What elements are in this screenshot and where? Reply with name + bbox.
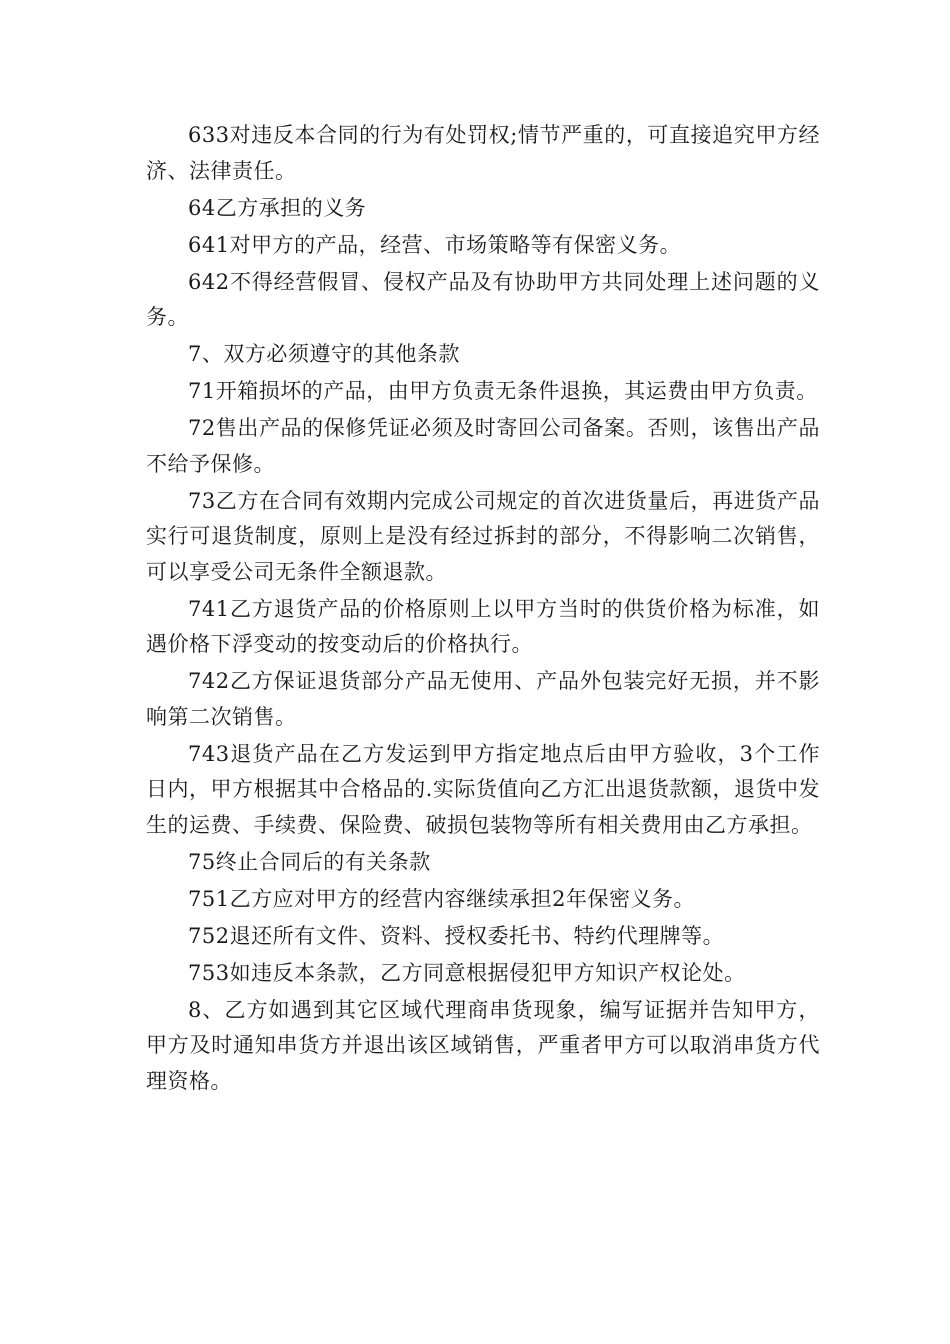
paragraph-751: 751乙方应对甲方的经营内容继续承担2年保密义务。 xyxy=(188,886,695,911)
paragraph-64-heading: 64乙方承担的义务 xyxy=(188,195,367,220)
paragraph-72: 72售出产品的保修凭证必须及时寄回公司备案。否则，该售出产品不给予保修。 xyxy=(146,416,820,476)
paragraph-73: 73乙方在合同有效期内完成公司规定的首次进货量后，再进货产品实行可退货制度，原则上是没有经过拆封的部分，不得影响二次销售，可以享受公司无条件全额退款。 xyxy=(146,488,820,584)
paragraph-752: 752退还所有文件、资料、授权委托书、特约代理牌等。 xyxy=(188,923,725,948)
paragraph-633: 633对违反本合同的行为有处罚权;情节严重的，可直接追究甲方经济、法律责任。 xyxy=(146,123,820,183)
paragraph-642: 642不得经营假冒、侵权产品及有协助甲方共同处理上述问题的义务。 xyxy=(146,269,820,329)
paragraph-742: 742乙方保证退货部分产品无使用、产品外包装完好无损，并不影响第二次销售。 xyxy=(146,669,820,729)
paragraph-7-heading: 7、双方必须遵守的其他条款 xyxy=(188,342,460,366)
paragraph-641: 641对甲方的产品，经营、市场策略等有保密义务。 xyxy=(188,232,682,257)
paragraph-741: 741乙方退货产品的价格原则上以甲方当时的供货价格为标准，如遇价格下浮变动的按变动后的价格执行。 xyxy=(146,596,820,656)
document-body xyxy=(146,118,820,1101)
paragraph-753: 753如违反本条款，乙方同意根据侵犯甲方知识产权论处。 xyxy=(188,960,746,985)
paragraph-75-heading: 75终止合同后的有关条款 xyxy=(188,849,431,874)
paragraph-8: 8、乙方如遇到其它区域代理商串货现象，编写证据并告知甲方，甲方及时通知串货方并退出该区域销售，严重者甲方可以取消串货方代理资格。 xyxy=(146,997,820,1093)
paragraph-71: 71开箱损坏的产品，由甲方负责无条件退换，其运费由甲方负责。 xyxy=(188,379,818,403)
paragraph-743: 743退货产品在乙方发运到甲方指定地点后由甲方验收，3个工作日内，甲方根据其中合格品的.实际货值向乙方汇出退货款额，退货中发生的运费、手续费、保险费、破损包装物等所有相关费用由乙方承担。 xyxy=(146,741,820,837)
